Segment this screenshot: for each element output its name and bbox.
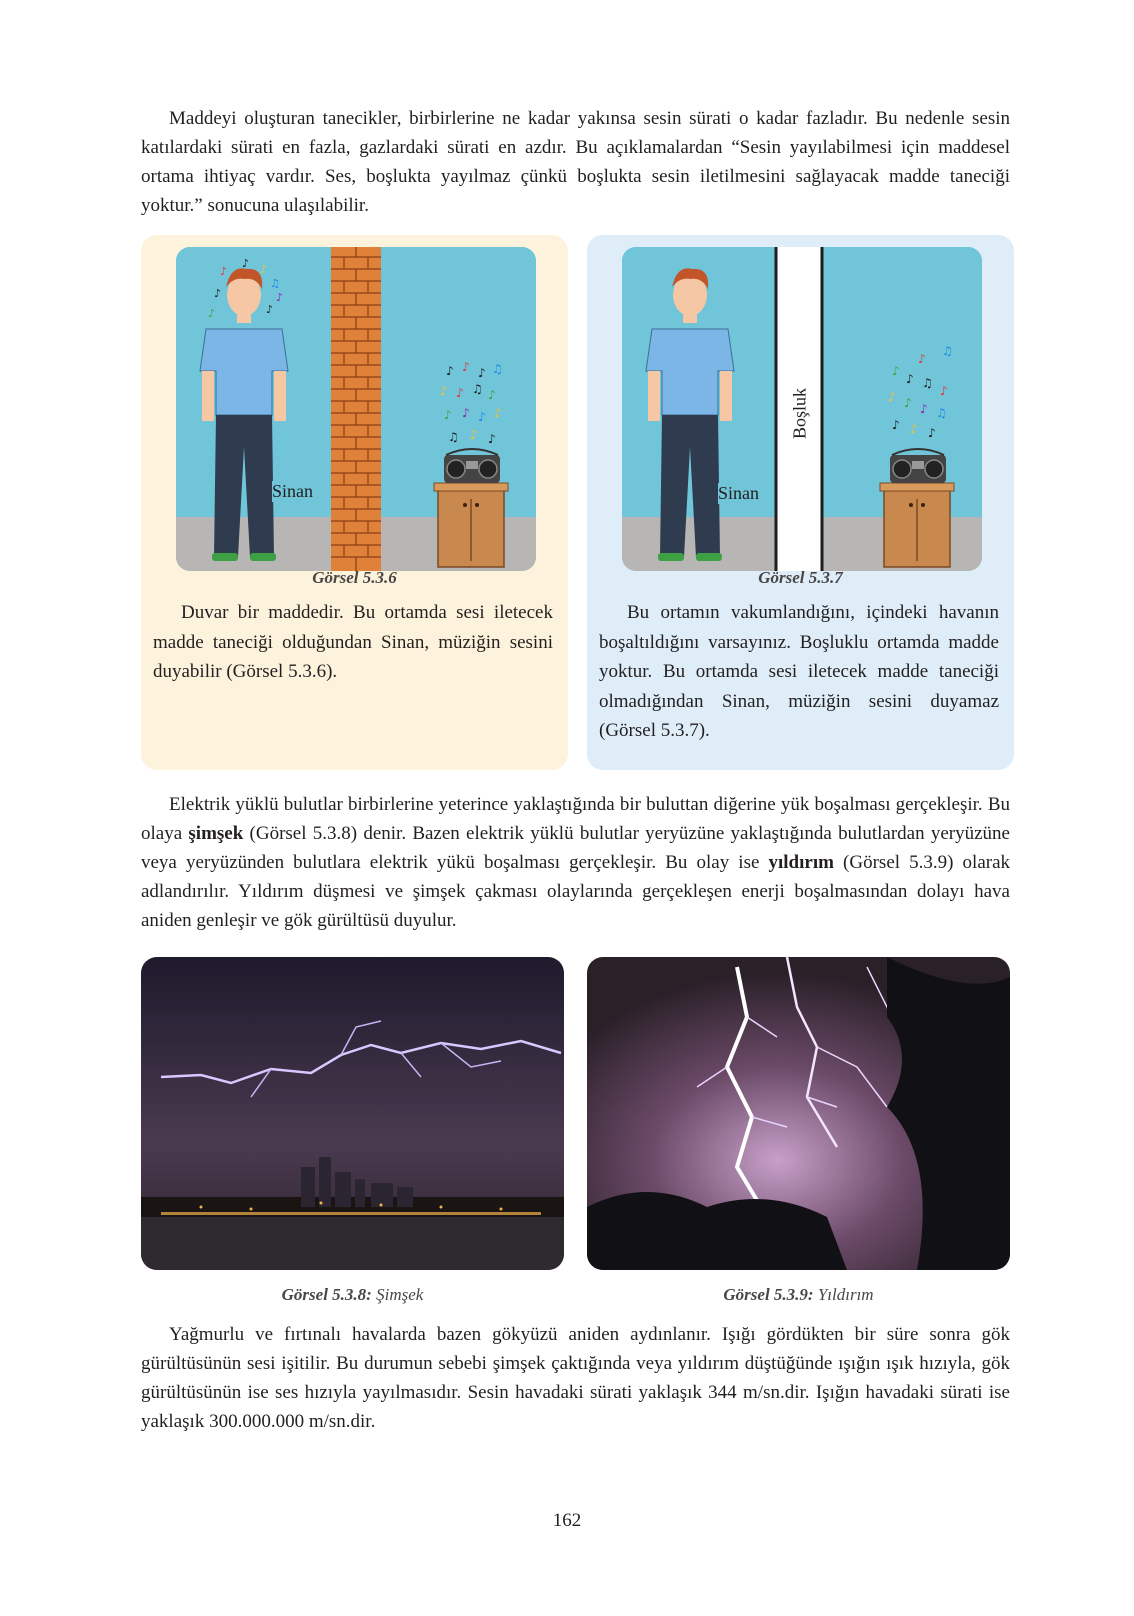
svg-text:♪: ♪	[444, 408, 452, 422]
svg-text:♪: ♪	[906, 372, 914, 386]
svg-text:♪: ♪	[266, 303, 274, 316]
figure-text: Bu ortamın vakumlandığını, içindeki havanın boşaltıldığını varsayınız. Boşluklu ortamda madde yoktur. Bu ortamda sesi iletecek madde taneciği olmadığından Sinan, müziğin sesini duyamaz (Görsel 5.3.7).	[599, 602, 999, 741]
svg-text:♫: ♫	[492, 362, 503, 376]
svg-text:♫: ♫	[922, 376, 933, 390]
svg-text:♫: ♫	[942, 344, 953, 358]
svg-text:♫: ♫	[936, 406, 947, 420]
brick-wall	[331, 247, 381, 571]
svg-text:♪: ♪	[242, 257, 250, 270]
svg-text:♪: ♪	[488, 388, 496, 402]
svg-text:♪: ♪	[940, 384, 948, 398]
svg-text:♪: ♪	[462, 406, 470, 420]
svg-text:♪: ♪	[260, 263, 268, 276]
person-label: Sinan	[272, 481, 314, 501]
wall-illustration	[176, 247, 536, 571]
lightning-paragraph: Elektrik yüklü bulutlar birbirlerine yeterince yaklaştığında bir buluttan diğerine yük boşalması gerçekleşir. Bu olaya şimşek (Görsel 5.3.8) denir. Bazen elektrik yüklü bulutlar yeryüzüne yaklaştığında bulutlardan yeryüzüne veya yeryüzünden bulutlara elektrik yükü boşalması gerçekleşir. Bu olay ise yıldırım (Görsel 5.3.9) olarak adlandırılır. Yıldırım düşmesi ve şimşek çakması olaylarında gerçekleşen enerji boşalmasından dolayı hava aniden genleşir ve gök gürültüsü duyulur.	[141, 794, 1011, 931]
svg-text:♪: ♪	[928, 426, 936, 440]
radio-cabinet	[880, 449, 954, 567]
page-number: 162	[552, 1510, 582, 1531]
svg-text:♪: ♪	[456, 386, 464, 400]
svg-text:♫: ♫	[472, 382, 483, 396]
figure-caption: Görsel 5.3.7	[758, 568, 843, 587]
photo-caption: Görsel 5.3.9: Yıldırım	[723, 1285, 874, 1304]
svg-text:♪: ♪	[918, 352, 926, 366]
svg-text:♫: ♫	[448, 430, 459, 444]
svg-text:♪: ♪	[478, 410, 486, 424]
svg-text:♫: ♫	[270, 277, 280, 290]
svg-text:♪: ♪	[910, 422, 918, 436]
svg-text:♪: ♪	[440, 384, 448, 398]
term-yildirim: yıldırım	[768, 852, 834, 873]
svg-text:♪: ♪	[904, 396, 912, 410]
figure-panel-vacuum	[587, 235, 1014, 770]
intro-paragraph: Maddeyi oluşturan tanecikler, birbirlerine ne kadar yakınsa sesin sürati o kadar fazladır. Bu nedenle sesin katılardaki sürati en fazla, gazlardaki sürati en azdır. Bu açıklamalardan “Sesin yayılabilmesi için maddesel ortama ihtiyaç vardır. Ses, boşlukta yayılmaz çünkü boşlukta sesin iletilmesini sağlayacak madde taneciği yoktur.” sonucuna ulaşılabilir.	[141, 108, 1010, 216]
figure-panel-wall	[141, 235, 568, 770]
svg-text:♪: ♪	[892, 418, 900, 432]
lightning-cloud-photo	[141, 957, 564, 1270]
svg-text:♪: ♪	[276, 291, 284, 304]
svg-text:♪: ♪	[892, 364, 900, 378]
svg-text:♪: ♪	[470, 428, 478, 442]
svg-text:♪: ♪	[478, 366, 486, 380]
svg-text:♪: ♪	[446, 364, 454, 378]
svg-text:♪: ♪	[494, 406, 502, 420]
svg-text:♪: ♪	[208, 307, 216, 320]
term-simsek: şimşek	[188, 823, 244, 844]
svg-text:♪: ♪	[920, 402, 928, 416]
figure-caption: Görsel 5.3.6	[312, 568, 397, 587]
radio-cabinet	[434, 449, 508, 567]
vacuum-illustration	[622, 247, 982, 571]
svg-text:♪: ♪	[214, 287, 222, 300]
svg-text:♪: ♪	[462, 360, 470, 374]
svg-text:♪: ♪	[888, 390, 896, 404]
svg-text:♪: ♪	[220, 265, 228, 278]
photo-caption: Görsel 5.3.8: Şimşek	[281, 1285, 424, 1304]
lightning-strike-photo	[587, 957, 1010, 1270]
figure-text: Duvar bir maddedir. Bu ortamda sesi iletecek madde taneciği olduğundan Sinan, müziğin sesini duyabilir (Görsel 5.3.6).	[153, 602, 553, 682]
svg-text:♪: ♪	[488, 432, 496, 446]
vacuum-label: Boşluk	[789, 388, 810, 440]
thunder-paragraph: Yağmurlu ve fırtınalı havalarda bazen gökyüzü aniden aydınlanır. Işığı gördükten bir süre sonra gök gürültüsünün sesi işitilir. Bu durumun sebebi şimşek çaktığında veya yıldırım düştüğünde ışığın ışık hızıyla, gök gürültüsünün ise ses hızıyla yayılmasıdır. Sesin havadaki sürati yaklaşık 344 m/sn.dir. Işığın havadaki sürati ise yaklaşık 300.000.000 m/sn.dir.	[141, 1324, 1010, 1432]
person-label: Sinan	[718, 483, 760, 503]
